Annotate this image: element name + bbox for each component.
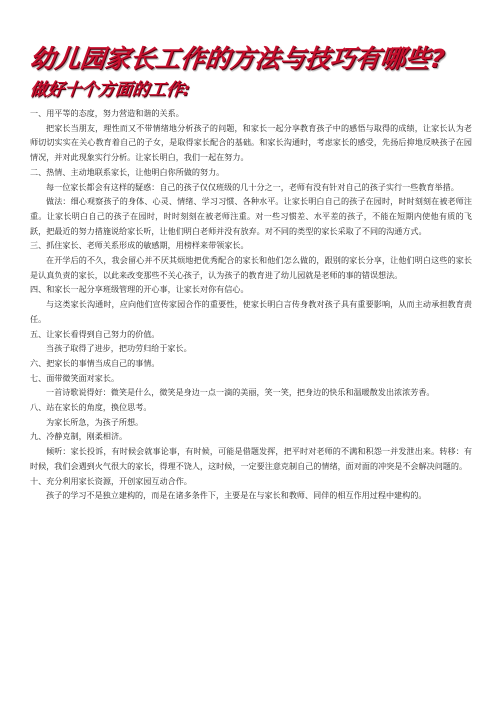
document-subtitle: 做好十个方面的工作: (28, 80, 191, 100)
section-heading: 五、让家长看得到自己努力的价值。 (30, 328, 160, 339)
section-heading: 八、站在家长的角度，换位思考。 (30, 402, 152, 413)
paragraph: 为家长所急，为孩子所想。 (46, 416, 144, 427)
paragraph: 与这类家长沟通时，应向他们宣传家园合作的重要性，使家长明白言传身教对孩子具有重要影响，从而主动承担教育责任。 (30, 299, 472, 324)
section-heading: 一、用平等的态度，努力营造和谐的关系。 (30, 108, 184, 118)
document-title: 幼儿园家长工作的方法与技巧有哪些? (28, 44, 447, 73)
section-heading: 四、和家长一起分享班级管理的开心事，让家长对你有信心。 (30, 284, 249, 295)
section-heading: 九、冷静克制，刚柔相济。 (30, 431, 128, 442)
paragraph: 做法：细心观察孩子的身体、心灵、情绪、学习习惯、各种水平。让家长明白自己的孩子在园时，时时刻刻在被老师注重。让家长明白自己的孩子在园时，时时刻刻在被老师注重。对一些习惯差、水平差的孩子，不能在短期内使他有质的飞跃，把最近的努力措施说给家长听，让他们明白老师并没有放弃。对不同的类型的家长采取了不同的沟通方式。 (30, 196, 472, 236)
document-body (30, 106, 472, 503)
section-heading: 六、把家长的事情当成自己的事情。 (30, 357, 160, 368)
paragraph: 把家长当朋友，理性而又不带情绪地分析孩子的问题，和家长一起分享教育孩子中的感悟与取得的成绩，让家长认为老师切切实实在关心教育着自己的子女，是取得家长配合的基础。和家长沟通时，考虑家长的感受，先扬后抑地反映孩子在园情况，并对此现象实行分析。让家长明白，我们一起在努力。 (30, 122, 472, 163)
paragraph: 倾听：家长投诉，有时候会就事论事，有时候，可能是借题发挥，把平时对老师的不满和积怨一并发泄出来。转移：有时候，我们会遇到火气很大的家长，得理不饶人，这时候，一定要注意克制自己的情绪，面对面的冲突是不会解决问题的。 (30, 446, 472, 471)
paragraph: 每一位家长都会有这样的疑惑：自己的孩子仅仅班级的几十分之一，老师有没有针对自己的孩子实行一些教育举措。 (46, 181, 459, 192)
paragraph: 孩子的学习不是独立建构的，而是在诸多条件下，主要是在与家长和教师、同伴的相互作用过程中建构的。 (46, 490, 427, 501)
section-heading: 七、面带微笑面对家长。 (30, 372, 120, 383)
paragraph: 一首诗歌说得好：微笑是什么，微笑是身边一点一滴的美丽，笑一笑，把身边的快乐和温暖散发出浓浓芳香。 (46, 387, 435, 398)
section-heading: 二、热情、主动地联系家长，让他明白你所做的努力。 (30, 166, 225, 177)
paragraph: 当孩子取得了进步，把功劳归给于家长。 (46, 343, 192, 354)
section-heading: 十、充分利用家长资源，开创家园互动合作。 (30, 475, 192, 486)
section-heading: 三、抓住家长、老师关系形成的敏感期，用榜样来带领家长。 (30, 240, 249, 251)
paragraph: 在开学后的不久，我会留心并不厌其烦地把优秀配合的家长和他们怎么做的，跟别的家长分享，让他们明白这些的家长是认真负责的家长，以此来改变那些不关心孩子，认为孩子的教育进了幼儿园就是老师的事的错误想法。 (30, 255, 472, 280)
